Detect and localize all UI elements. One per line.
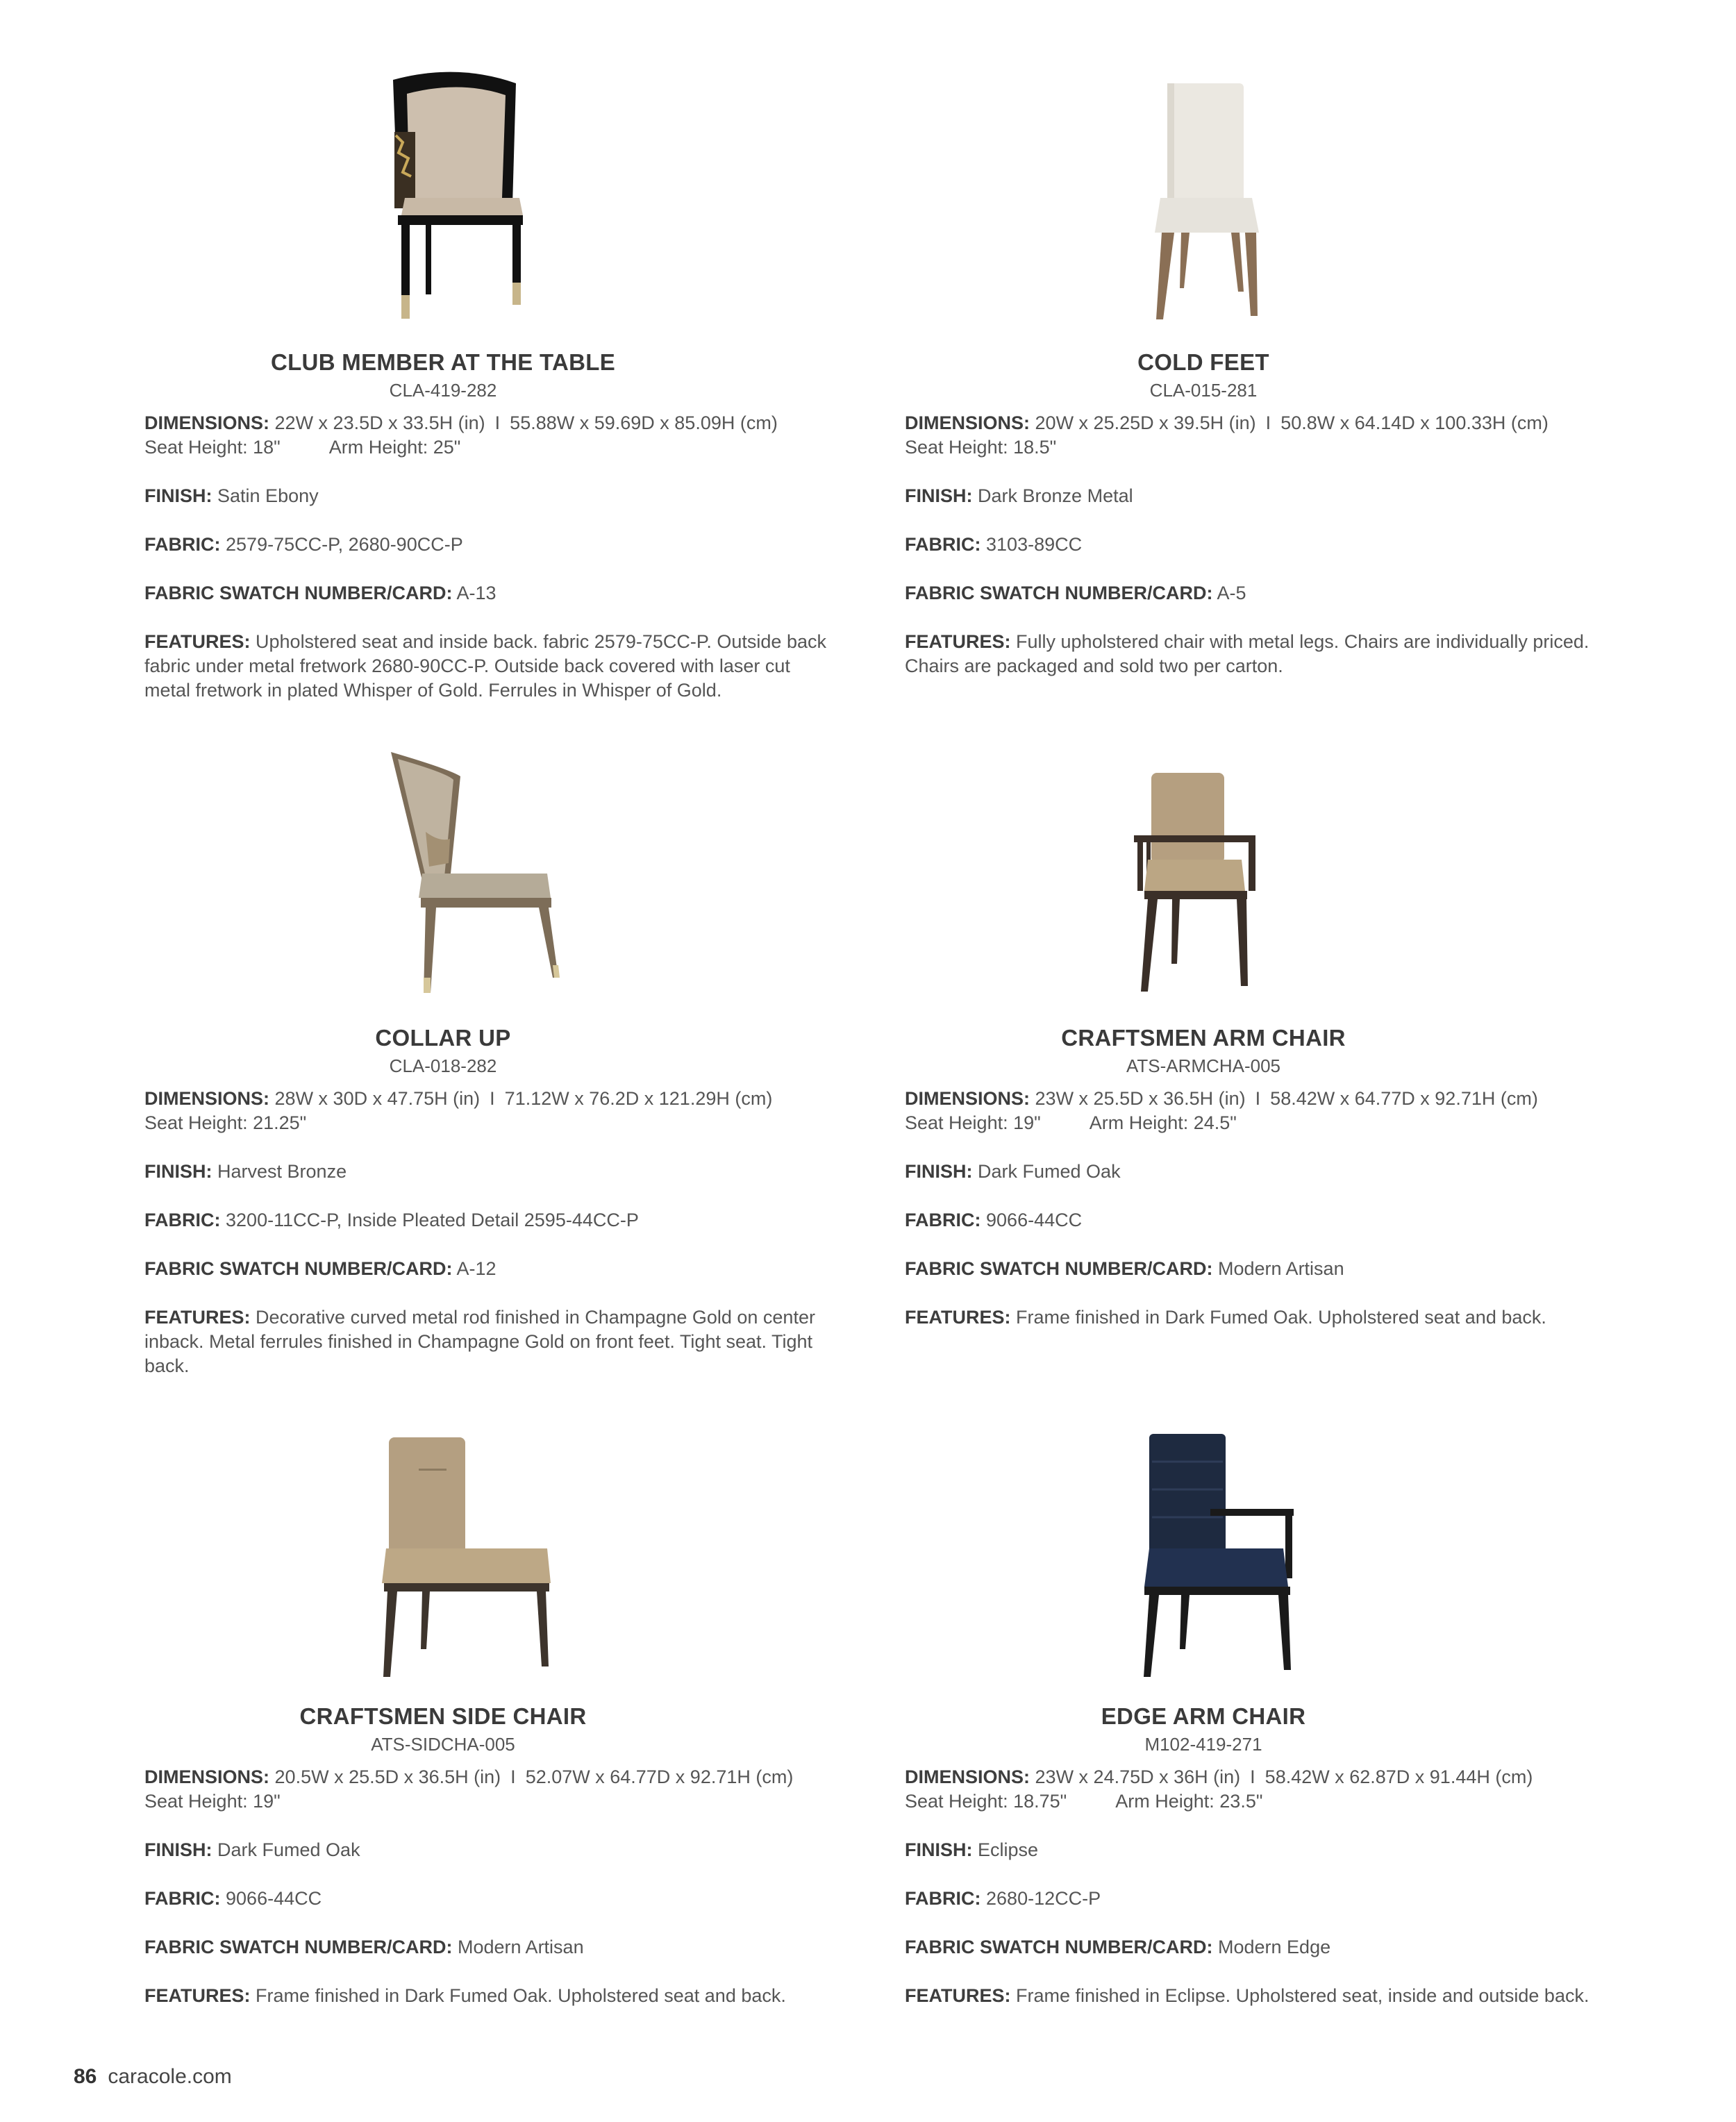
- product-name: COLD FEET: [1137, 349, 1269, 375]
- seat-height: Seat Height: 18.5": [905, 437, 1057, 458]
- separator: I: [494, 412, 501, 433]
- dimensions-in: 22W x 23.5D x 33.5H (in): [274, 412, 485, 433]
- product-sku: ATS-SIDCHA-005: [371, 1734, 515, 1755]
- fabric-label: FABRIC:: [905, 1888, 981, 1909]
- features-row: [905, 1984, 1599, 2008]
- dimensions-cm: 71.12W x 76.2D x 121.29H (cm): [504, 1088, 773, 1109]
- finish-value: Harvest Bronze: [217, 1161, 347, 1182]
- swatch-label: FABRIC SWATCH NUMBER/CARD:: [905, 583, 1213, 603]
- fabric-row: [905, 533, 1599, 557]
- height-row: [905, 435, 1599, 460]
- product-sku: ATS-ARMCHA-005: [1126, 1055, 1280, 1076]
- product-image: [144, 742, 839, 1005]
- height-row: [144, 1111, 839, 1135]
- finish-label: FINISH:: [144, 1839, 212, 1860]
- finish-label: FINISH:: [144, 1161, 212, 1182]
- dimensions-label: DIMENSIONS:: [144, 1088, 270, 1109]
- product-card: [905, 742, 1599, 1328]
- separator: I: [1265, 412, 1271, 433]
- features-value: Frame finished in Dark Fumed Oak. Upholstered seat and back.: [256, 1985, 786, 2006]
- finish-row: [144, 1838, 839, 1862]
- fabric-label: FABRIC:: [144, 1888, 221, 1909]
- seat-height: Seat Height: 18.75": [905, 1791, 1067, 1812]
- seat-height: Seat Height: 19": [144, 1791, 281, 1812]
- features-label: FEATURES:: [144, 631, 251, 652]
- product-details: [144, 411, 839, 703]
- dimensions-cm: 50.8W x 64.14D x 100.33H (cm): [1280, 412, 1549, 433]
- finish-value: Satin Ebony: [217, 485, 319, 506]
- dimensions-row: [144, 1087, 839, 1111]
- features-label: FEATURES:: [905, 1307, 1011, 1328]
- product-name: CRAFTSMEN ARM CHAIR: [1061, 1025, 1346, 1051]
- dimensions-row: [144, 1765, 839, 1789]
- product-details: [905, 1087, 1599, 1330]
- chair-icon: [905, 1420, 1599, 1684]
- separator: I: [1255, 1088, 1261, 1109]
- swatch-label: FABRIC SWATCH NUMBER/CARD:: [905, 1937, 1213, 1957]
- product-sku: CLA-015-281: [1149, 380, 1258, 401]
- height-row: [905, 1111, 1599, 1135]
- finish-row: [905, 484, 1599, 508]
- seat-height: Seat Height: 21.25": [144, 1112, 307, 1133]
- fabric-label: FABRIC:: [144, 1210, 221, 1230]
- arm-height: Arm Height: 25": [328, 437, 461, 458]
- chair-icon: [144, 742, 839, 1005]
- fabric-label: FABRIC:: [905, 534, 981, 555]
- swatch-row: [144, 581, 839, 605]
- features-label: FEATURES:: [144, 1985, 251, 2006]
- product-details: [144, 1765, 839, 2008]
- product-card: [905, 1420, 1599, 2006]
- fabric-label: FABRIC:: [144, 534, 221, 555]
- dimensions-in: 20.5W x 25.5D x 36.5H (in): [274, 1766, 501, 1787]
- dimensions-cm: 58.42W x 64.77D x 92.71H (cm): [1270, 1088, 1538, 1109]
- product-image: [905, 742, 1599, 1005]
- finish-row: [905, 1838, 1599, 1862]
- dimensions-cm: 58.42W x 62.87D x 91.44H (cm): [1265, 1766, 1533, 1787]
- finish-value: Eclipse: [978, 1839, 1039, 1860]
- fabric-value: 3200-11CC-P, Inside Pleated Detail 2595-44CC-P: [226, 1210, 639, 1230]
- swatch-row: [905, 581, 1599, 605]
- product-details: [144, 1087, 839, 1378]
- dimensions-label: DIMENSIONS:: [905, 1766, 1030, 1787]
- product-details: [905, 1765, 1599, 2008]
- chair-icon: [144, 1420, 839, 1684]
- dimensions-in: 23W x 25.5D x 36.5H (in): [1035, 1088, 1246, 1109]
- fabric-row: [144, 533, 839, 557]
- swatch-row: [905, 1257, 1599, 1281]
- seat-height: Seat Height: 18": [144, 437, 281, 458]
- fabric-value: 9066-44CC: [986, 1210, 1083, 1230]
- product-card: [905, 66, 1599, 676]
- height-row: [144, 1789, 839, 1814]
- product-name: EDGE ARM CHAIR: [1101, 1703, 1306, 1729]
- features-value: Upholstered seat and inside back. fabric 2579-75CC-P. Outside back fabric under metal fretwork 2680-90CC-P. Outside back covered with laser cut metal fretwork in plated Whisper of Gold. Ferrules in Whisper of Gold.: [144, 631, 826, 701]
- product-name: CLUB MEMBER AT THE TABLE: [270, 349, 616, 375]
- features-value: Frame finished in Eclipse. Upholstered seat, inside and outside back.: [1016, 1985, 1589, 2006]
- swatch-value: Modern Artisan: [1218, 1258, 1344, 1279]
- fabric-value: 9066-44CC: [226, 1888, 322, 1909]
- finish-label: FINISH:: [905, 485, 973, 506]
- features-value: Decorative curved metal rod finished in Champagne Gold on center inback. Metal ferrules finished in Champagne Gold on front feet. Tight seat. Tight back.: [144, 1307, 815, 1376]
- swatch-label: FABRIC SWATCH NUMBER/CARD:: [144, 1258, 453, 1279]
- dimensions-row: [144, 411, 839, 435]
- features-row: [144, 1305, 839, 1378]
- dimensions-label: DIMENSIONS:: [905, 1088, 1030, 1109]
- swatch-value: A-13: [456, 583, 496, 603]
- fabric-value: 3103-89CC: [986, 534, 1083, 555]
- product-card: [144, 66, 839, 701]
- product-sku: CLA-419-282: [389, 380, 497, 401]
- finish-row: [905, 1160, 1599, 1184]
- page-footer: [74, 2065, 232, 2089]
- finish-row: [144, 1160, 839, 1184]
- site-link[interactable]: caracole.com: [108, 2065, 232, 2088]
- finish-value: Dark Bronze Metal: [978, 485, 1133, 506]
- swatch-value: Modern Edge: [1218, 1937, 1331, 1957]
- fabric-row: [905, 1887, 1599, 1911]
- height-row: [905, 1789, 1599, 1814]
- seat-height: Seat Height: 19": [905, 1112, 1041, 1133]
- finish-label: FINISH:: [905, 1839, 973, 1860]
- fabric-row: [144, 1887, 839, 1911]
- product-card: [144, 1420, 839, 2006]
- swatch-label: FABRIC SWATCH NUMBER/CARD:: [144, 1937, 453, 1957]
- swatch-label: FABRIC SWATCH NUMBER/CARD:: [905, 1258, 1213, 1279]
- features-label: FEATURES:: [905, 1985, 1011, 2006]
- dimensions-row: [905, 1765, 1599, 1789]
- product-sku: M102-419-271: [1144, 1734, 1262, 1755]
- dimensions-label: DIMENSIONS:: [144, 1766, 270, 1787]
- arm-height: Arm Height: 23.5": [1115, 1791, 1263, 1812]
- product-details: [905, 411, 1599, 678]
- features-value: Fully upholstered chair with metal legs. Chairs are individually priced. Chairs are packaged and sold two per carton.: [905, 631, 1589, 676]
- separator: I: [490, 1088, 495, 1109]
- page-number: 86: [74, 2065, 97, 2088]
- separator: I: [1250, 1766, 1255, 1787]
- swatch-value: A-12: [456, 1258, 496, 1279]
- chair-icon: [905, 742, 1599, 1005]
- features-row: [144, 630, 839, 703]
- product-card: [144, 742, 839, 1376]
- swatch-label: FABRIC SWATCH NUMBER/CARD:: [144, 583, 453, 603]
- features-value: Frame finished in Dark Fumed Oak. Upholstered seat and back.: [1016, 1307, 1546, 1328]
- dimensions-in: 20W x 25.25D x 39.5H (in): [1035, 412, 1256, 433]
- chair-icon: [144, 66, 839, 330]
- dimensions-cm: 52.07W x 64.77D x 92.71H (cm): [525, 1766, 794, 1787]
- dimensions-in: 28W x 30D x 47.75H (in): [274, 1088, 481, 1109]
- features-row: [905, 1305, 1599, 1330]
- product-image: [144, 1420, 839, 1684]
- fabric-value: 2579-75CC-P, 2680-90CC-P: [226, 534, 463, 555]
- features-row: [905, 630, 1599, 678]
- dimensions-label: DIMENSIONS:: [905, 412, 1030, 433]
- swatch-row: [144, 1935, 839, 1960]
- chair-icon: [905, 66, 1599, 330]
- features-label: FEATURES:: [905, 631, 1011, 652]
- product-image: [144, 66, 839, 330]
- swatch-value: Modern Artisan: [458, 1937, 584, 1957]
- swatch-row: [144, 1257, 839, 1281]
- fabric-label: FABRIC:: [905, 1210, 981, 1230]
- arm-height: Arm Height: 24.5": [1089, 1112, 1237, 1133]
- finish-value: Dark Fumed Oak: [217, 1839, 360, 1860]
- dimensions-in: 23W x 24.75D x 36H (in): [1035, 1766, 1241, 1787]
- swatch-row: [905, 1935, 1599, 1960]
- fabric-row: [144, 1208, 839, 1233]
- features-row: [144, 1984, 839, 2008]
- dimensions-row: [905, 411, 1599, 435]
- fabric-value: 2680-12CC-P: [986, 1888, 1101, 1909]
- finish-row: [144, 484, 839, 508]
- finish-label: FINISH:: [905, 1161, 973, 1182]
- dimensions-cm: 55.88W x 59.69D x 85.09H (cm): [510, 412, 778, 433]
- height-row: [144, 435, 839, 460]
- product-image: [905, 66, 1599, 330]
- separator: I: [510, 1766, 516, 1787]
- product-name: CRAFTSMEN SIDE CHAIR: [299, 1703, 587, 1729]
- product-name: COLLAR UP: [375, 1025, 511, 1051]
- dimensions-row: [905, 1087, 1599, 1111]
- features-label: FEATURES:: [144, 1307, 251, 1328]
- product-image: [905, 1420, 1599, 1684]
- swatch-value: A-5: [1217, 583, 1246, 603]
- fabric-row: [905, 1208, 1599, 1233]
- dimensions-label: DIMENSIONS:: [144, 412, 270, 433]
- finish-label: FINISH:: [144, 485, 212, 506]
- product-sku: CLA-018-282: [389, 1055, 497, 1076]
- finish-value: Dark Fumed Oak: [978, 1161, 1121, 1182]
